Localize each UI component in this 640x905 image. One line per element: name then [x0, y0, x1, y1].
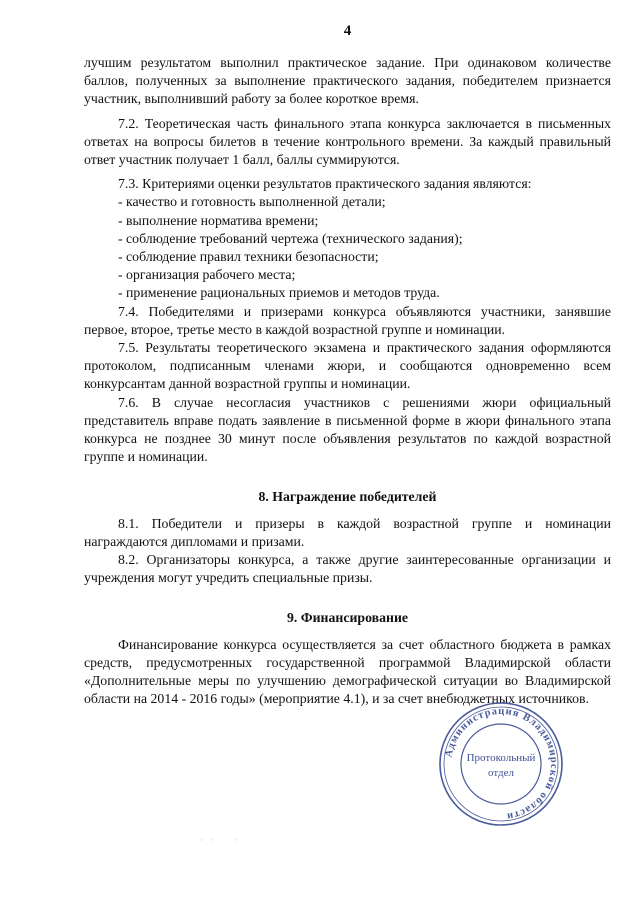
- paragraph-7-6: 7.6. В случае несогласия участников с решениями жюри официальный представитель вправе подать заявление в письменной форме в жюри финального этапа конкурса не позднее 30 минут после объявления результатов по каждой возрастной группе и номинации.: [84, 394, 611, 465]
- paragraph-9-financing: Финансирование конкурса осуществляется за счет областного бюджета в рамках средств, предусмотренных государственной программой Владимирской области «Дополнительные меры по улучшению демографической ситуации во Владимирской области на 2014 - 2016 годы» (мероприятие 4.1), и за счет внебюджетных источников.: [84, 636, 611, 707]
- criteria-item: - соблюдение правил техники безопасности;: [118, 249, 379, 265]
- criteria-item: - выполнение норматива времени;: [118, 212, 319, 228]
- paragraph-8-1: 8.1. Победители и призеры в каждой возрастной группе и номинации награждаются дипломами и призами.: [84, 515, 611, 549]
- criteria-item: - организация рабочего места;: [118, 267, 296, 283]
- section-8-heading: 8. Награждение победителей: [258, 489, 437, 505]
- criteria-item: - качество и готовность выполненной детали;: [118, 194, 386, 210]
- paragraph-7-4: 7.4. Победителями и призерами конкурса объявляются участники, занявшие первое, второе, третье место в каждой возрастной группе и номинации.: [84, 303, 611, 337]
- paragraph-7-2: 7.2. Теоретическая часть финального этапа конкурса заключается в письменных ответах на вопросы билетов в течение контрольного времени. За каждый правильный ответ участник получает 1 балл, баллы суммируются.: [84, 115, 611, 168]
- criteria-list: [84, 193, 611, 302]
- page-number: 4: [343, 23, 352, 39]
- section-9-heading: 9. Финансирование: [286, 610, 409, 626]
- paragraph-7-3: 7.3. Критериями оценки результатов практического задания являются:: [118, 176, 532, 192]
- paragraph-continuation: лучшим результатом выполнил практическое задание. При одинаковом количестве баллов, полученных за выполнение практического задания, победителем признается участник, выполнивший работу за более короткое время.: [84, 55, 611, 107]
- criteria-item: - соблюдение требований чертежа (технического задания);: [118, 230, 463, 246]
- stamp-rings: [440, 703, 562, 825]
- paragraph-8-2: 8.2. Организаторы конкурса, а также другие заинтересованные организации и учреждения могут учредить специальные призы.: [84, 552, 611, 586]
- paragraph-7-5: 7.5. Результаты теоретического экзамена и практического задания оформляются протоколом, подписанным членами жюри, и сообщаются одновременно всем конкурсантам данной возрастной группы и номинации.: [84, 340, 611, 392]
- stamp-center-line1: Протокольный: [466, 752, 536, 764]
- svg-text:Администрация Владимирской обл: Администрация Владимирской области: [443, 705, 560, 822]
- official-stamp: [437, 700, 565, 828]
- stamp-center-line2: отдел: [488, 767, 514, 779]
- scan-artifact: · · · ·: [200, 835, 240, 845]
- criteria-item: - применение рациональных приемов и методов труда.: [118, 285, 440, 301]
- document-page: [84, 22, 611, 709]
